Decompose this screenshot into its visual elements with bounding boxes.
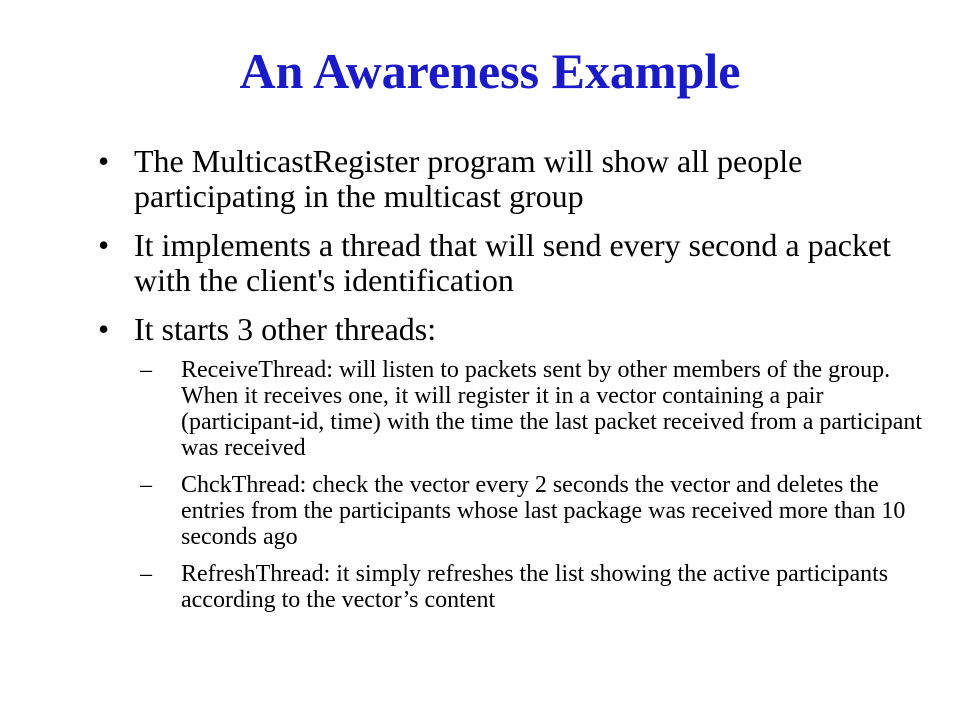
subbullet-text: ChckThread: check the vector every 2 seconds the vector and deletes the entries from the participants whose last package was received more than 10 seconds ago [181, 472, 906, 550]
subbullet-item [140, 561, 936, 613]
subbullet-list [134, 357, 936, 613]
bullet-text: It implements a thread that will send every second a packet with the client's identification [134, 227, 892, 298]
bullet-item [96, 312, 936, 613]
subbullet-text: ReceiveThread: will listen to packets sent by other members of the group. When it receives one, it will register it in a vector containing a pair (participant-id, time) with the time the last packet received from a participant was received [181, 357, 923, 461]
subbullet-item [140, 472, 936, 550]
subbullet-item [140, 357, 936, 461]
bullet-text: It starts 3 other threads: [134, 311, 437, 347]
bullet-list [96, 144, 936, 627]
bullet-item [96, 228, 936, 298]
bullet-text: The MulticastRegister program will show all people participating in the multicast group [134, 143, 803, 214]
subbullet-marker: – [140, 472, 152, 498]
bullet-marker: • [98, 143, 110, 179]
subbullet-marker: – [140, 357, 152, 383]
bullet-marker: • [98, 227, 110, 263]
subbullet-text: RefreshThread: it simply refreshes the list showing the active participants according to the vector’s content [181, 561, 889, 613]
subbullet-marker: – [140, 561, 152, 587]
bullet-item [96, 144, 936, 214]
bullet-marker: • [98, 311, 110, 347]
slide-title: An Awareness Example [239, 43, 741, 99]
